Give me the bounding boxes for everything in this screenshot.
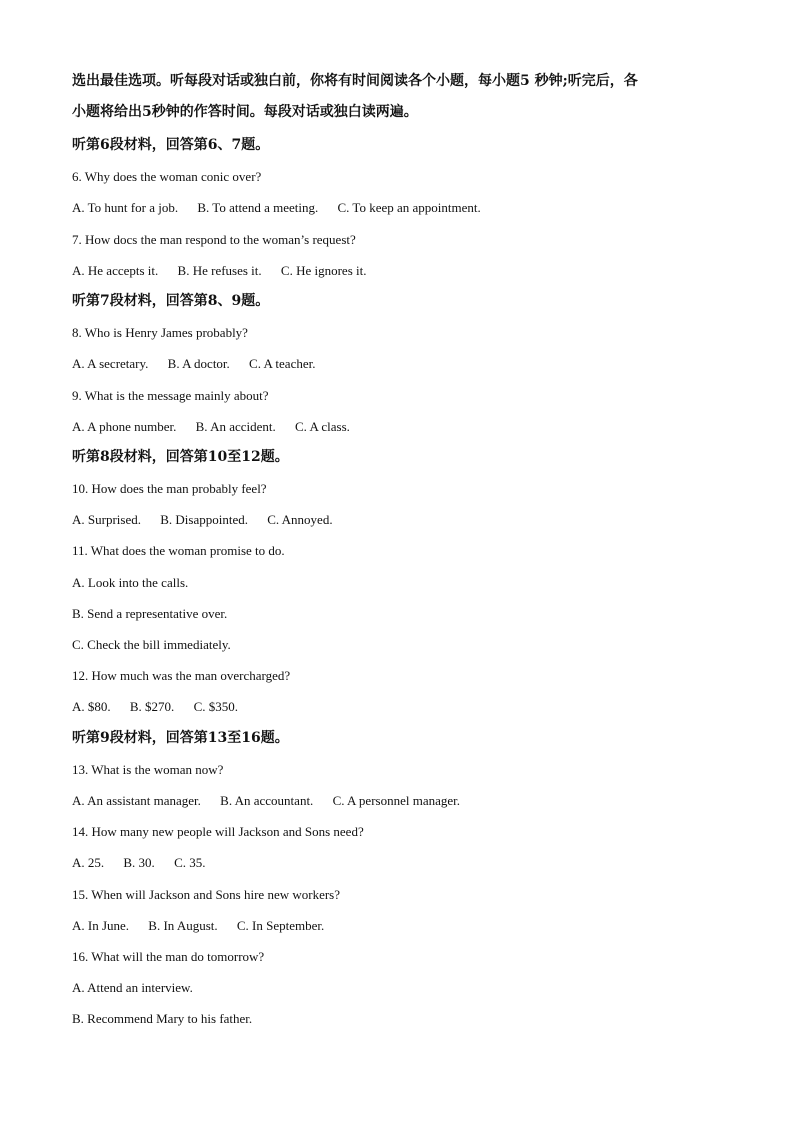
options-12 (72, 691, 732, 722)
option-b: B. Recommend Mary to his father. (72, 1011, 253, 1027)
section-heading: 听第6段材料，回答第6、7题。 (72, 137, 270, 153)
option-a: A. Look into the calls. (72, 574, 189, 590)
question-13: 13. What is the woman now? (72, 761, 224, 777)
option-a: A. A phone number. (72, 418, 177, 434)
question-14: 14. How many new people will Jackson and Sons need? (72, 824, 364, 840)
option-a: A. Surprised. (72, 512, 141, 528)
options-7 (72, 255, 732, 286)
option-b: B. Send a representative over. (72, 605, 228, 621)
question-9: 9. What is the message mainly about? (72, 387, 269, 403)
option-c: C. A personnel manager. (332, 792, 461, 808)
options-6 (72, 192, 732, 223)
section-heading: 听第7段材料，回答第8、9题。 (72, 292, 270, 309)
question-11: 11. What does the woman promise to do. (72, 543, 285, 559)
option-c: C. Annoyed. (267, 512, 333, 528)
option-b: B. Disappointed. (160, 512, 248, 528)
options-15 (72, 910, 732, 941)
option-b: B. 30. (123, 855, 155, 871)
option-b: B. An accident. (195, 418, 276, 434)
document-page (72, 66, 732, 1034)
option-a: A. 25. (72, 855, 105, 871)
options-13 (72, 785, 732, 816)
option-c: C. 35. (174, 855, 206, 871)
options-8 (72, 348, 732, 379)
question-8: 8. Who is Henry James probably? (72, 325, 248, 341)
option-c: C. A teacher. (249, 356, 316, 372)
question-6: 6. Why does the woman conic over? (72, 169, 262, 185)
question-16: 16. What will the man do tomorrow? (72, 948, 265, 964)
option-c: C. A class. (295, 418, 350, 434)
question-10: 10. How does the man probably feel? (72, 481, 267, 497)
option-c: C. $350. (193, 699, 238, 715)
option-b: B. In August. (148, 917, 218, 933)
question-12: 12. How much was the man overcharged? (72, 668, 291, 684)
instructions (72, 66, 732, 128)
option-a: A. He accepts it. (72, 262, 159, 278)
question-15: 15. When will Jackson and Sons hire new workers? (72, 886, 341, 902)
section-heading: 听第8段材料，回答第10至12题。 (72, 448, 289, 465)
options-9 (72, 411, 732, 442)
option-c: C. He ignores it. (280, 262, 367, 278)
instructions-line-2: 小题将给出5秒钟的作答时间。每段对话或独白读两遍。 (72, 104, 418, 120)
option-b: B. An accountant. (220, 792, 314, 808)
option-a: A. $80. (72, 699, 111, 715)
option-a: A. In June. (72, 917, 130, 933)
option-a: A. To hunt for a job. (72, 200, 179, 216)
option-a: A. A secretary. (72, 356, 149, 372)
option-a: A. Attend an interview. (72, 980, 193, 996)
options-10 (72, 504, 732, 535)
option-b: B. To attend a meeting. (197, 200, 319, 216)
option-a: A. An assistant manager. (72, 792, 201, 808)
instructions-line-1: 选出最佳选项。听每段对话或独白前，你将有时间阅读各个小题，每小题5 秒钟;听完后，各 (72, 73, 638, 89)
option-b: B. He refuses it. (177, 262, 262, 278)
option-c: C. In September. (236, 917, 325, 933)
options-14 (72, 847, 732, 878)
option-c: C. Check the bill immediately. (72, 637, 231, 652)
question-7: 7. How docs the man respond to the woman’s request? (72, 231, 356, 247)
section-heading: 听第9段材料，回答第13至16题。 (72, 729, 289, 746)
option-b: B. $270. (129, 699, 175, 715)
option-b: B. A doctor. (167, 356, 230, 372)
option-c: C. To keep an appointment. (337, 200, 481, 216)
